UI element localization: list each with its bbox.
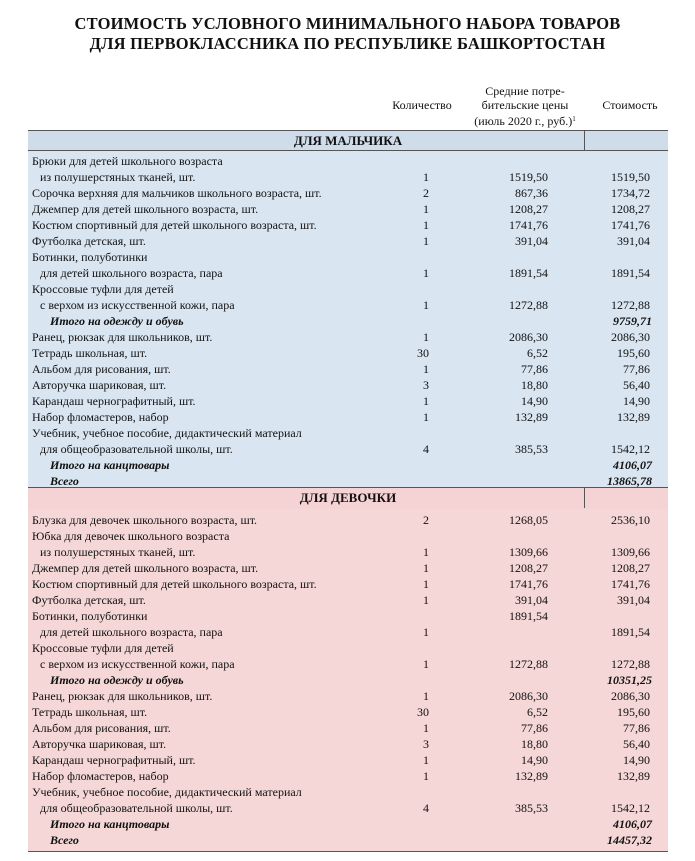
item-name: из полушерстяных тканей, шт.	[40, 170, 196, 184]
price-cell: 2086,30	[509, 689, 548, 703]
table-row	[0, 592, 695, 608]
item-name: Карандаш чернографитный, шт.	[32, 753, 196, 767]
table-row	[0, 544, 695, 560]
table-row	[0, 560, 695, 576]
price-cell: 867,36	[515, 186, 548, 200]
quantity-cell: 1	[423, 218, 429, 232]
table-top-rule	[28, 130, 668, 131]
item-name: для детей школьного возраста, пара	[40, 266, 223, 280]
table-row	[0, 249, 695, 265]
item-name: Набор фломастеров, набор	[32, 769, 169, 783]
item-name: Кроссовые туфли для детей	[32, 282, 174, 296]
price-cell: 1891,54	[509, 609, 548, 623]
price-cell: 1741,76	[509, 218, 548, 232]
quantity-cell: 1	[423, 330, 429, 344]
quantity-cell: 2	[423, 186, 429, 200]
table-row	[0, 393, 695, 409]
column-header-price: Средние потре- бительские цены (июль 2020 г., руб.)$^1$	[474, 84, 576, 128]
item-name: для детей школьного возраста, пара	[40, 625, 223, 639]
price-cell: 1272,88	[509, 298, 548, 312]
item-name: Альбом для рисования, шт.	[32, 721, 171, 735]
price-cell: 1272,88	[509, 657, 548, 671]
price-cell: 14,90	[521, 394, 548, 408]
quantity-cell: 30	[417, 346, 429, 360]
table-row	[0, 768, 695, 784]
total-row	[0, 832, 695, 848]
quantity-cell: 1	[423, 202, 429, 216]
table-row	[0, 784, 695, 800]
table-row	[0, 624, 695, 640]
boy-section-title: ДЛЯ МАЛЬЧИКА	[293, 133, 403, 148]
total-row	[0, 457, 695, 473]
cost-cell: 14457,32	[607, 833, 652, 847]
table-row	[0, 425, 695, 441]
item-name: Учебник, учебное пособие, дидактический материал	[32, 426, 302, 440]
table-row	[0, 409, 695, 425]
item-name: Блузка для девочек школьного возраста, шт.	[32, 513, 258, 527]
item-name: Ранец, рюкзак для школьников, шт.	[32, 689, 213, 703]
item-name: Костюм спортивный для детей школьного возраста, шт.	[32, 218, 317, 232]
cost-cell: 2536,10	[611, 513, 650, 527]
cost-cell: 14,90	[623, 753, 650, 767]
item-name: Карандаш чернографитный, шт.	[32, 394, 196, 408]
price-cell: 2086,30	[509, 330, 548, 344]
item-name: Ранец, рюкзак для школьников, шт.	[32, 330, 213, 344]
quantity-cell: 1	[423, 394, 429, 408]
cost-cell: 1741,76	[611, 218, 650, 232]
item-name: Футболка детская, шт.	[32, 234, 146, 248]
cost-cell: 1542,12	[611, 442, 650, 456]
item-name: Итого на одежду и обувь	[50, 673, 184, 687]
price-cell: 391,04	[515, 593, 548, 607]
quantity-cell: 1	[423, 721, 429, 735]
cost-cell: 1208,27	[611, 202, 650, 216]
total-row	[0, 816, 695, 832]
cost-cell: 1741,76	[611, 577, 650, 591]
cost-cell: 1891,54	[611, 266, 650, 280]
document-title-line-2: ДЛЯ ПЕРВОКЛАССНИКА ПО РЕСПУБЛИКЕ БАШКОРТОСТАН	[89, 34, 606, 53]
price-cell: 6,52	[527, 705, 548, 719]
quantity-cell: 2	[423, 513, 429, 527]
cost-cell: 1208,27	[611, 561, 650, 575]
table-row	[0, 265, 695, 281]
total-row	[0, 473, 695, 489]
cost-cell: 195,60	[617, 705, 650, 719]
price-cell: 1268,05	[509, 513, 548, 527]
price-cell: 6,52	[527, 346, 548, 360]
table-row	[0, 512, 695, 528]
cost-cell: 4106,07	[613, 458, 652, 472]
item-name: Ботинки, полуботинки	[32, 250, 148, 264]
item-name: Тетрадь школьная, шт.	[32, 346, 148, 360]
cost-cell: 4106,07	[613, 817, 652, 831]
table-row	[0, 656, 695, 672]
table-row	[0, 185, 695, 201]
price-cell: 1208,27	[509, 202, 548, 216]
price-cell: 1741,76	[509, 577, 548, 591]
total-row	[0, 313, 695, 329]
cost-cell: 56,40	[623, 378, 650, 392]
item-name: с верхом из искусственной кожи, пара	[40, 657, 235, 671]
cost-cell: 1519,50	[611, 170, 650, 184]
table-row	[0, 704, 695, 720]
quantity-cell: 1	[423, 593, 429, 607]
table-row	[0, 217, 695, 233]
quantity-cell: 1	[423, 753, 429, 767]
price-cell: 18,80	[521, 737, 548, 751]
item-name: Футболка детская, шт.	[32, 593, 146, 607]
item-name: Итого на одежду и обувь	[50, 314, 184, 328]
table-row	[0, 608, 695, 624]
item-name: Сорочка верхняя для мальчиков школьного возраста, шт.	[32, 186, 322, 200]
table-row	[0, 361, 695, 377]
cost-cell: 391,04	[617, 234, 650, 248]
cost-cell: 1309,66	[611, 545, 650, 559]
table-row	[0, 377, 695, 393]
item-name: Всего	[50, 833, 79, 847]
table-row	[0, 528, 695, 544]
cost-cell: 9759,71	[613, 314, 652, 328]
item-name: Итого на канцтовары	[50, 458, 170, 472]
table-row	[0, 297, 695, 313]
price-cell: 391,04	[515, 234, 548, 248]
girl-section-title: ДЛЯ ДЕВОЧКИ	[299, 490, 397, 505]
quantity-cell: 1	[423, 298, 429, 312]
table-row	[0, 281, 695, 297]
cost-cell: 1272,88	[611, 657, 650, 671]
table-row	[0, 441, 695, 457]
item-name: Костюм спортивный для детей школьного возраста, шт.	[32, 577, 317, 591]
price-cell: 132,89	[515, 769, 548, 783]
price-cell: 1208,27	[509, 561, 548, 575]
quantity-cell: 3	[423, 378, 429, 392]
column-header-cost: Стоимость	[602, 98, 658, 112]
table-row	[0, 736, 695, 752]
table-row	[0, 233, 695, 249]
price-cell: 1891,54	[509, 266, 548, 280]
item-name: Итого на канцтовары	[50, 817, 170, 831]
table-row	[0, 201, 695, 217]
item-name: для общеобразовательной школы, шт.	[40, 442, 233, 456]
item-name: Юбка для девочек школьного возраста	[32, 529, 230, 543]
cost-cell: 2086,30	[611, 689, 650, 703]
table-row	[0, 153, 695, 169]
table-row	[0, 576, 695, 592]
cost-cell: 77,86	[623, 362, 650, 376]
price-cell: 77,86	[521, 362, 548, 376]
table-row	[0, 752, 695, 768]
item-name: Набор фломастеров, набор	[32, 410, 169, 424]
price-cell: 1519,50	[509, 170, 548, 184]
quantity-cell: 1	[423, 410, 429, 424]
table-row	[0, 345, 695, 361]
quantity-cell: 1	[423, 577, 429, 591]
cost-cell: 1891,54	[611, 625, 650, 639]
cost-cell: 10351,25	[607, 673, 652, 687]
cost-cell: 13865,78	[607, 474, 652, 488]
price-cell: 385,53	[515, 801, 548, 815]
item-name: Всего	[50, 474, 79, 488]
item-name: с верхом из искусственной кожи, пара	[40, 298, 235, 312]
table-row	[0, 169, 695, 185]
item-name: для общеобразовательной школы, шт.	[40, 801, 233, 815]
cost-cell: 1542,12	[611, 801, 650, 815]
table-row	[0, 800, 695, 816]
document-title-line-1: СТОИМОСТЬ УСЛОВНОГО МИНИМАЛЬНОГО НАБОРА ТОВАРОВ	[74, 14, 621, 33]
column-header-quantity: Количество	[392, 98, 452, 112]
price-cell: 132,89	[515, 410, 548, 424]
cost-cell: 1272,88	[611, 298, 650, 312]
quantity-cell: 3	[423, 737, 429, 751]
cost-cell: 195,60	[617, 346, 650, 360]
cost-cell: 132,89	[617, 769, 650, 783]
quantity-cell: 1	[423, 266, 429, 280]
quantity-cell: 1	[423, 362, 429, 376]
total-row	[0, 672, 695, 688]
item-name: Тетрадь школьная, шт.	[32, 705, 148, 719]
quantity-cell: 1	[423, 689, 429, 703]
quantity-cell: 4	[423, 801, 429, 815]
item-name: Джемпер для детей школьного возраста, шт.	[32, 561, 259, 575]
item-name: Кроссовые туфли для детей	[32, 641, 174, 655]
cost-cell: 14,90	[623, 394, 650, 408]
quantity-cell: 1	[423, 170, 429, 184]
table-row	[0, 688, 695, 704]
item-name: из полушерстяных тканей, шт.	[40, 545, 196, 559]
table-row	[0, 720, 695, 736]
item-name: Учебник, учебное пособие, дидактический материал	[32, 785, 302, 799]
quantity-cell: 1	[423, 234, 429, 248]
cost-cell: 2086,30	[611, 330, 650, 344]
cost-cell: 391,04	[617, 593, 650, 607]
footnote-marker: 1	[572, 115, 576, 123]
quantity-cell: 4	[423, 442, 429, 456]
quantity-cell: 1	[423, 769, 429, 783]
cost-cell: 132,89	[617, 410, 650, 424]
quantity-cell: 1	[423, 545, 429, 559]
table-row	[0, 640, 695, 656]
item-name: Авторучка шариковая, шт.	[32, 378, 167, 392]
item-name: Ботинки, полуботинки	[32, 609, 148, 623]
price-cell: 1309,66	[509, 545, 548, 559]
item-name: Авторучка шариковая, шт.	[32, 737, 167, 751]
quantity-cell: 30	[417, 705, 429, 719]
item-name: Джемпер для детей школьного возраста, шт.	[32, 202, 259, 216]
cost-cell: 77,86	[623, 721, 650, 735]
quantity-cell: 1	[423, 657, 429, 671]
quantity-cell: 1	[423, 625, 429, 639]
table-row	[0, 329, 695, 345]
item-name: Альбом для рисования, шт.	[32, 362, 171, 376]
item-name: Брюки для детей школьного возраста	[32, 154, 223, 168]
price-cell: 14,90	[521, 753, 548, 767]
price-cell: 385,53	[515, 442, 548, 456]
price-cell: 18,80	[521, 378, 548, 392]
cost-cell: 1734,72	[611, 186, 650, 200]
quantity-cell: 1	[423, 561, 429, 575]
price-cell: 77,86	[521, 721, 548, 735]
cost-cell: 56,40	[623, 737, 650, 751]
